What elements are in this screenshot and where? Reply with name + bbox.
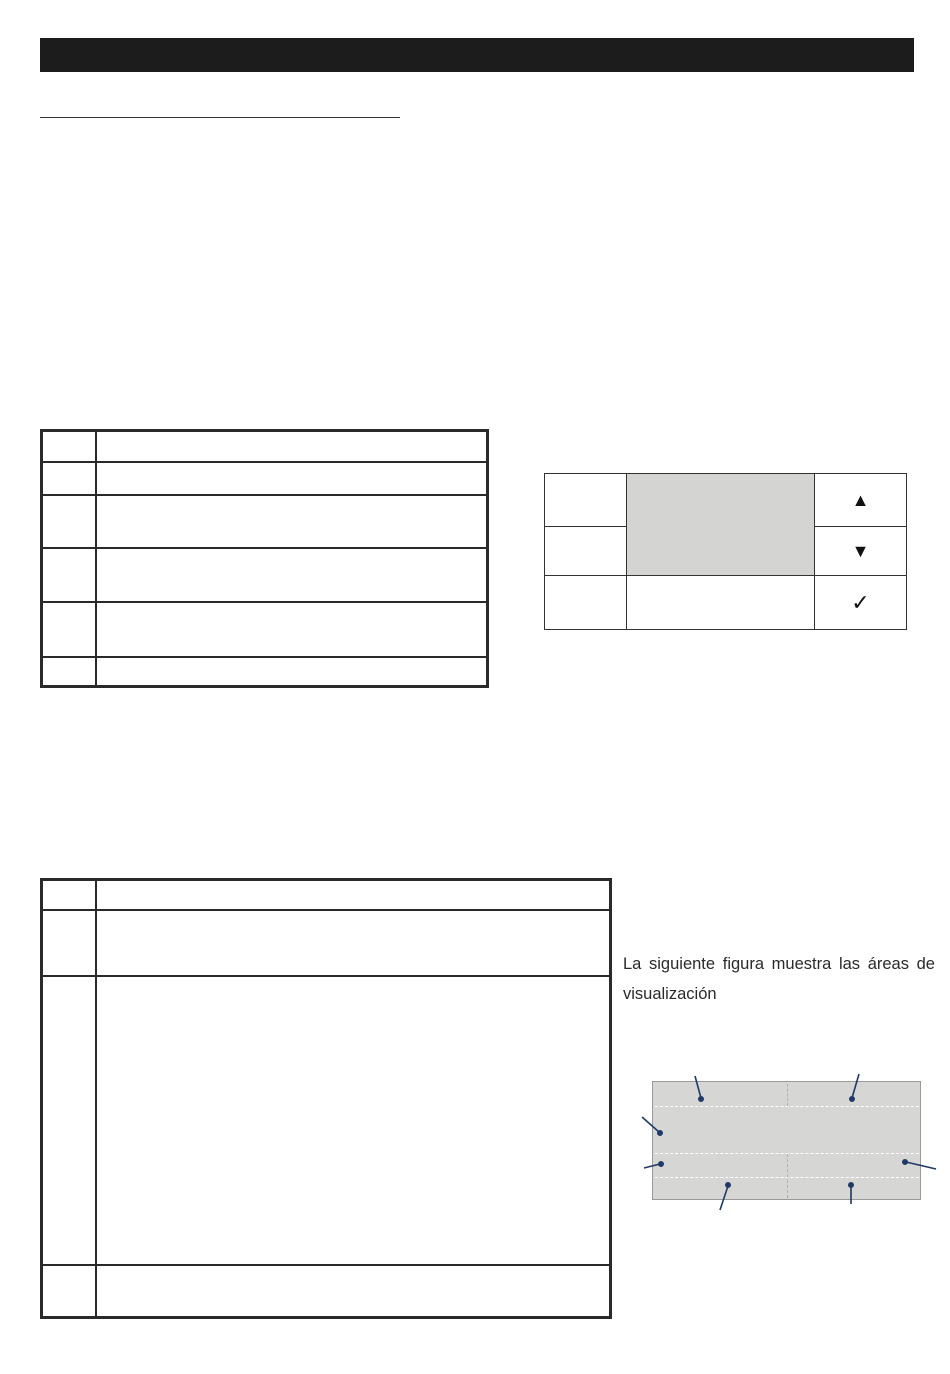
table-row	[42, 910, 611, 976]
table-cell	[42, 602, 97, 657]
section-header-bar	[40, 38, 914, 72]
table-cell	[96, 657, 488, 687]
table-cell	[96, 1265, 611, 1318]
keypad-screen	[627, 474, 814, 575]
table-cell	[42, 548, 97, 602]
table-cell	[96, 495, 488, 548]
functions-table	[40, 429, 489, 688]
keypad-label-area	[627, 575, 814, 629]
display-areas-caption: La siguiente figura muestra las áreas de visualización	[623, 955, 935, 1003]
display-areas-table	[40, 878, 612, 1319]
keypad-blank-bottom	[545, 575, 626, 629]
table-row	[42, 657, 488, 687]
table-cell	[42, 880, 97, 910]
table-row	[42, 602, 488, 657]
table-cell	[96, 910, 611, 976]
ok-button[interactable]	[815, 576, 906, 629]
callout-lines	[640, 1068, 940, 1228]
table-cell	[42, 976, 97, 1265]
table-cell	[42, 462, 97, 495]
table-cell	[42, 1265, 97, 1318]
table-cell	[42, 910, 97, 976]
section-title-underline	[40, 117, 400, 118]
up-button[interactable]	[815, 474, 906, 526]
table-row	[42, 462, 488, 495]
up-arrow-icon: ▲	[851, 489, 870, 510]
control-keypad	[544, 473, 907, 630]
table-cell	[96, 548, 488, 602]
display-areas-figure	[640, 1068, 940, 1228]
table-cell	[42, 431, 97, 462]
table-cell	[96, 976, 611, 1265]
table-row	[42, 976, 611, 1265]
down-arrow-icon: ▼	[851, 540, 870, 561]
down-button[interactable]	[815, 527, 906, 575]
table-cell	[96, 431, 488, 462]
table-cell	[96, 880, 611, 910]
table-row	[42, 495, 488, 548]
table-cell	[96, 462, 488, 495]
table-row	[42, 431, 488, 462]
table-cell	[42, 657, 97, 687]
checkmark-icon: ✓	[851, 589, 870, 615]
keypad-blank-middle	[545, 526, 626, 575]
table-row	[42, 1265, 611, 1318]
table-row	[42, 548, 488, 602]
table-cell	[42, 495, 97, 548]
table-cell	[96, 602, 488, 657]
keypad-blank-top	[545, 474, 626, 526]
table-row	[42, 880, 611, 910]
